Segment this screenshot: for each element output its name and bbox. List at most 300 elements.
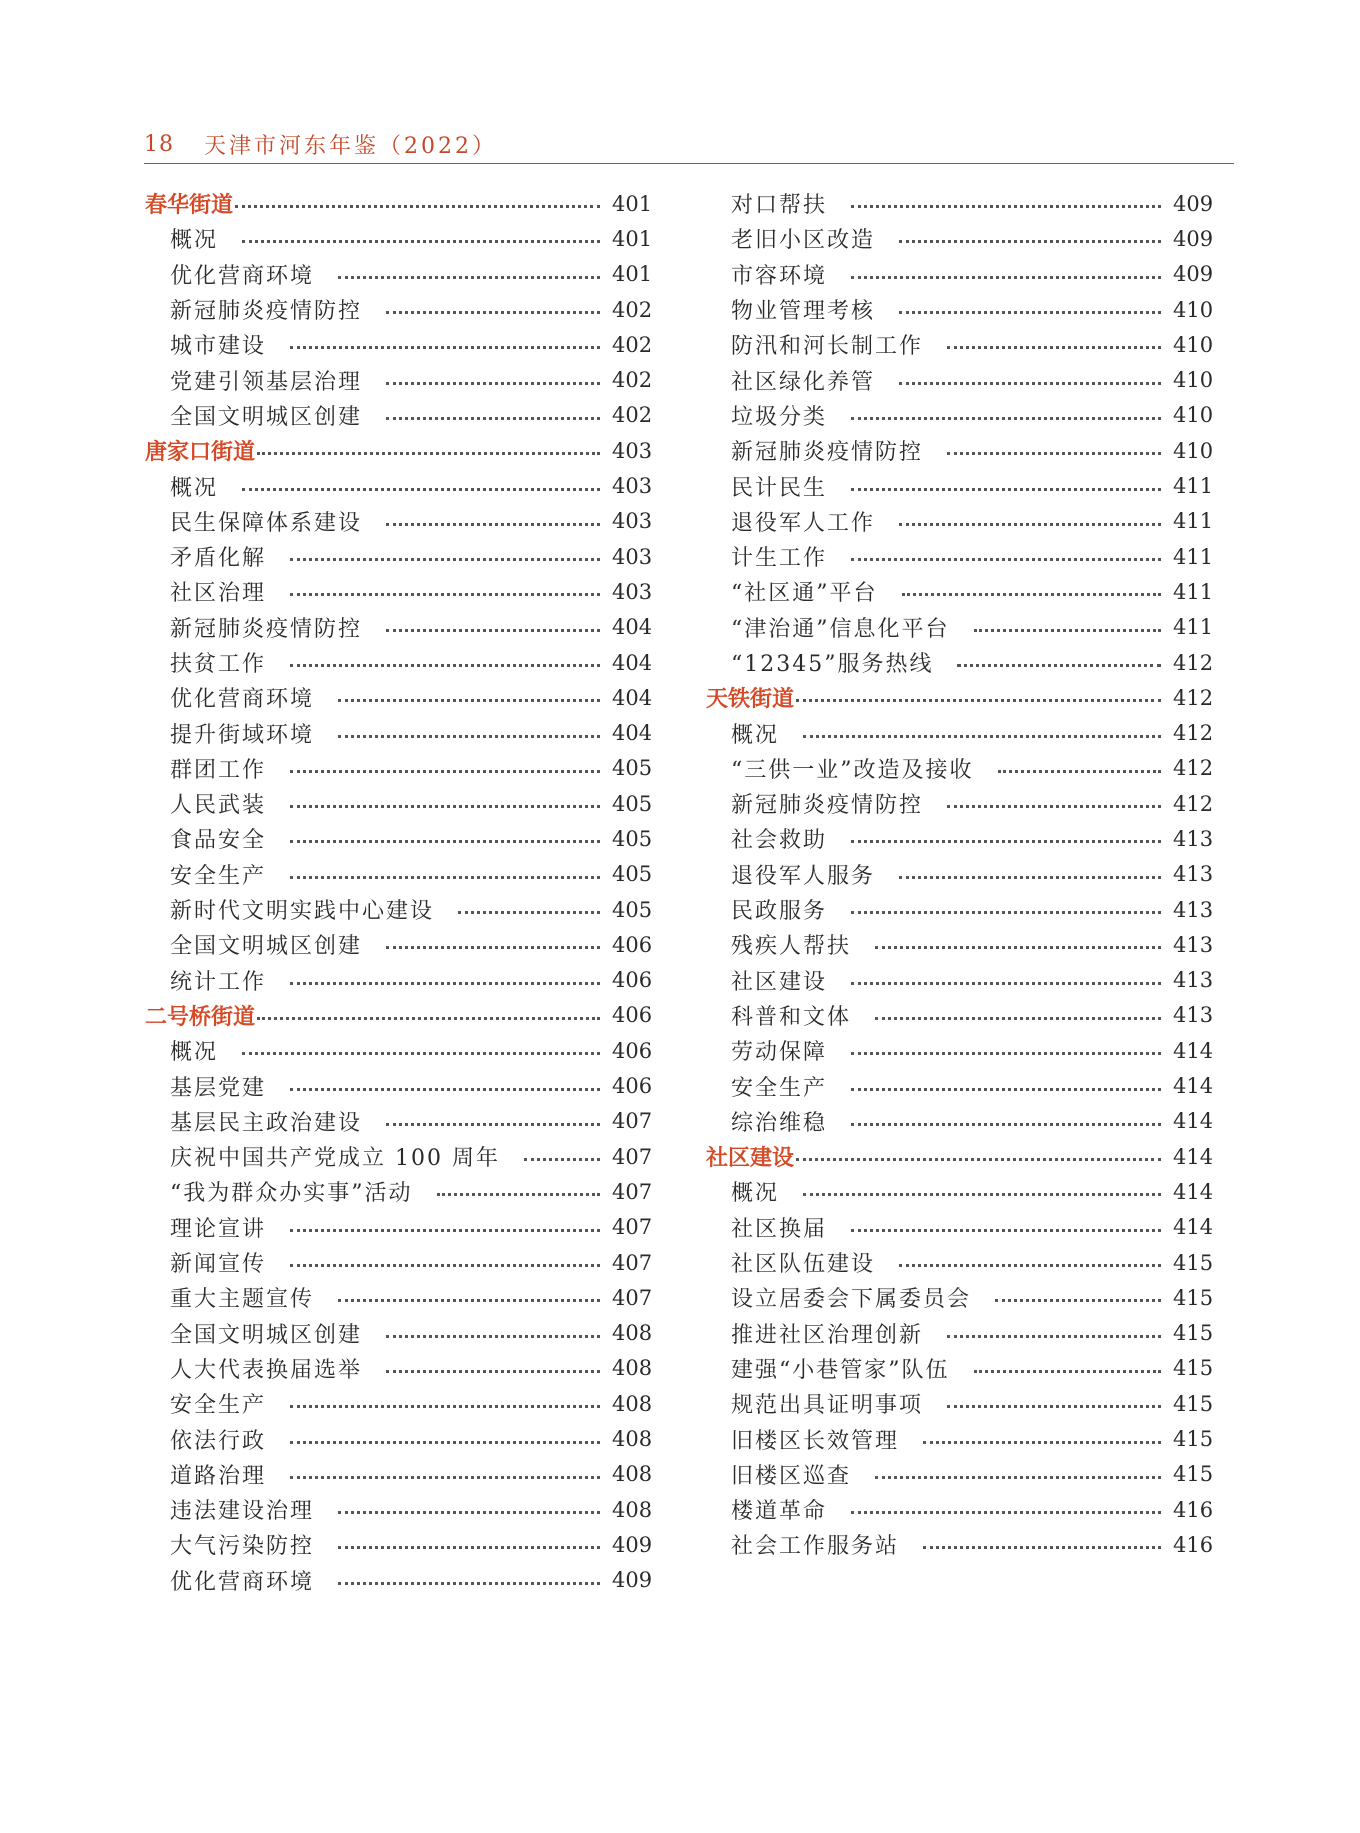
toc-entry[interactable] [706, 292, 1214, 327]
page-ref: 407 [612, 1285, 653, 1310]
entry-title: “我为群众办实事”活动 [170, 1181, 413, 1207]
entry-title: 残疾人帮扶 [731, 934, 852, 960]
toc-entry[interactable] [145, 610, 653, 645]
toc-entry[interactable] [145, 362, 653, 397]
toc-entry[interactable] [145, 398, 653, 433]
toc-entry[interactable] [706, 1386, 1214, 1421]
dot-leader [923, 1546, 1161, 1549]
entry-title: 劳动保障 [731, 1040, 828, 1066]
page-ref: 404 [612, 615, 653, 640]
dot-leader [803, 1193, 1161, 1196]
toc-entry[interactable] [145, 292, 653, 327]
toc-entry[interactable] [706, 468, 1214, 503]
page-ref: 409 [1173, 191, 1214, 216]
dot-leader [257, 1017, 600, 1020]
dot-leader [899, 1264, 1161, 1267]
toc-entry[interactable] [145, 786, 653, 821]
toc-section-entry[interactable] [706, 680, 1214, 715]
toc-section-entry[interactable] [145, 433, 653, 468]
entry-title: 社会救助 [731, 828, 828, 854]
toc-entry[interactable] [706, 1492, 1214, 1527]
toc-entry[interactable] [706, 857, 1214, 892]
toc-entry[interactable] [706, 504, 1214, 539]
entry-title: 社区绿化养管 [731, 369, 876, 395]
dot-leader [947, 805, 1161, 808]
toc-entry[interactable] [145, 221, 653, 256]
entry-title: 建强“小巷管家”队伍 [731, 1357, 950, 1383]
page-ref: 402 [612, 403, 653, 428]
toc-entry[interactable] [145, 1068, 653, 1103]
dot-leader [947, 452, 1161, 455]
entry-title: 城市建设 [170, 334, 267, 360]
toc-entry[interactable] [706, 1245, 1214, 1280]
dot-leader [338, 1582, 600, 1585]
page-ref: 410 [1173, 297, 1214, 322]
entry-title: 对口帮扶 [731, 193, 828, 219]
entry-title: 优化营商环境 [170, 263, 315, 289]
section-title: 社区建设 [706, 1146, 795, 1172]
page-ref: 414 [1173, 1038, 1214, 1063]
toc-entry[interactable] [145, 574, 653, 609]
entry-title: 理论宣讲 [170, 1216, 267, 1242]
toc-entry[interactable] [706, 1527, 1214, 1562]
entry-title: 安全生产 [731, 1075, 828, 1101]
page-ref: 405 [612, 897, 653, 922]
entry-title: 基层党建 [170, 1075, 267, 1101]
page-ref: 406 [612, 1038, 653, 1063]
page-ref: 414 [1173, 1144, 1214, 1169]
toc-entry[interactable] [145, 1492, 653, 1527]
dot-leader [290, 1088, 600, 1091]
entry-title: 全国文明城区创建 [170, 1322, 363, 1348]
entry-title: 全国文明城区创建 [170, 934, 363, 960]
entry-title: 安全生产 [170, 1393, 267, 1419]
toc-entry[interactable] [145, 504, 653, 539]
entry-title: 重大主题宣传 [170, 1287, 315, 1313]
page-ref: 403 [612, 438, 653, 463]
toc-entry[interactable] [145, 892, 653, 927]
dot-leader [338, 1299, 600, 1302]
toc-entry[interactable] [706, 892, 1214, 927]
toc-entry[interactable] [706, 398, 1214, 433]
page-ref: 407 [612, 1250, 653, 1275]
entry-title: 新冠肺炎疫情防控 [170, 616, 363, 642]
page-ref: 415 [1173, 1391, 1214, 1416]
toc-entry[interactable] [706, 257, 1214, 292]
toc-entry[interactable] [706, 327, 1214, 362]
page-ref: 401 [612, 226, 653, 251]
toc-entry[interactable] [145, 1421, 653, 1456]
dot-leader [242, 240, 600, 243]
page-ref: 410 [1173, 368, 1214, 393]
dot-leader [851, 911, 1161, 914]
page-ref: 405 [612, 862, 653, 887]
dot-leader [899, 523, 1161, 526]
page-ref: 411 [1173, 544, 1214, 569]
dot-leader [386, 1123, 600, 1126]
toc-entry[interactable] [706, 1068, 1214, 1103]
dot-leader [386, 1335, 600, 1338]
dot-leader [851, 1088, 1161, 1091]
entry-title: 科普和文体 [731, 1004, 852, 1030]
dot-leader [875, 1476, 1161, 1479]
dot-leader [851, 982, 1161, 985]
toc-entry[interactable] [706, 362, 1214, 397]
toc-entry[interactable] [145, 1104, 653, 1139]
toc-entry[interactable] [145, 1139, 653, 1174]
entry-title: 民计民生 [731, 475, 828, 501]
page-ref: 408 [612, 1462, 653, 1487]
dot-leader [235, 205, 600, 208]
entry-title: 概况 [731, 1181, 780, 1207]
dot-leader [947, 346, 1161, 349]
entry-title: 旧楼区长效管理 [731, 1428, 900, 1454]
page-ref: 412 [1173, 756, 1214, 781]
entry-title: 基层民主政治建设 [170, 1110, 363, 1136]
entry-title: 党建引领基层治理 [170, 369, 363, 395]
page-ref: 408 [612, 1427, 653, 1452]
dot-leader [242, 488, 600, 491]
toc-entry[interactable] [145, 821, 653, 856]
toc-entry[interactable] [145, 715, 653, 750]
entry-title: 优化营商环境 [170, 687, 315, 713]
dot-leader [257, 452, 600, 455]
dot-leader [290, 1441, 600, 1444]
dot-leader [796, 1158, 1161, 1161]
toc-entry[interactable] [706, 1280, 1214, 1315]
toc-entry[interactable] [706, 539, 1214, 574]
entry-title: 新冠肺炎疫情防控 [731, 440, 924, 466]
dot-leader [995, 1299, 1161, 1302]
toc-entry[interactable] [145, 327, 653, 362]
dot-leader [338, 276, 600, 279]
page-ref: 409 [1173, 226, 1214, 251]
page-ref: 408 [612, 1321, 653, 1346]
toc-entry[interactable] [145, 680, 653, 715]
page-ref: 401 [612, 191, 653, 216]
entry-title: 社区队伍建设 [731, 1252, 876, 1278]
toc-entry[interactable] [706, 1174, 1214, 1209]
entry-title: 规范出具证明事项 [731, 1393, 924, 1419]
dot-leader [290, 664, 600, 667]
toc-entry[interactable] [145, 257, 653, 292]
entry-title: 垃圾分类 [731, 404, 828, 430]
toc-entry[interactable] [145, 927, 653, 962]
section-title: 唐家口街道 [145, 440, 256, 466]
page-ref: 414 [1173, 1215, 1214, 1240]
page-ref: 414 [1173, 1074, 1214, 1099]
page-ref: 411 [1173, 474, 1214, 499]
toc-entry[interactable] [706, 1033, 1214, 1068]
dot-leader [290, 805, 600, 808]
toc-entry[interactable] [145, 1457, 653, 1492]
toc-entry[interactable] [706, 998, 1214, 1033]
dot-leader [851, 417, 1161, 420]
toc-entry[interactable] [145, 1033, 653, 1068]
entry-title: 依法行政 [170, 1428, 267, 1454]
dot-leader [796, 699, 1161, 702]
toc-entry[interactable] [706, 610, 1214, 645]
book-title: 天津市河东年鉴（2022） [204, 133, 497, 159]
dot-leader [290, 1476, 600, 1479]
page-ref: 409 [612, 1532, 653, 1557]
section-title: 春华街道 [145, 193, 234, 219]
toc-entry[interactable] [145, 1351, 653, 1386]
dot-leader [851, 1123, 1161, 1126]
toc-entry[interactable] [706, 715, 1214, 750]
toc-entry[interactable] [706, 1351, 1214, 1386]
page-ref: 415 [1173, 1356, 1214, 1381]
page-ref: 406 [612, 1074, 653, 1099]
toc-entry[interactable] [145, 1527, 653, 1562]
page-ref: 401 [612, 262, 653, 287]
toc-entry[interactable] [145, 1563, 653, 1598]
dot-leader [902, 593, 1162, 596]
page-ref: 405 [612, 826, 653, 851]
dot-leader [851, 205, 1161, 208]
page-ref: 412 [1173, 791, 1214, 816]
toc-entry[interactable] [706, 927, 1214, 962]
dot-leader [242, 1052, 600, 1055]
entry-title: 统计工作 [170, 969, 267, 995]
toc-entry[interactable] [706, 186, 1214, 221]
dot-leader [524, 1158, 600, 1161]
toc-entry[interactable] [145, 645, 653, 680]
dot-leader [386, 1370, 600, 1373]
page-ref: 410 [1173, 403, 1214, 428]
dot-leader [899, 876, 1161, 879]
entry-title: 社区换届 [731, 1216, 828, 1242]
entry-title: 民生保障体系建设 [170, 510, 363, 536]
page-ref: 403 [612, 579, 653, 604]
page-ref: 403 [612, 474, 653, 499]
entry-title: 大气污染防控 [170, 1534, 315, 1560]
page-ref: 405 [612, 756, 653, 781]
dot-leader [290, 982, 600, 985]
dot-leader [338, 699, 600, 702]
toc-entry[interactable] [145, 1245, 653, 1280]
entry-title: 食品安全 [170, 828, 267, 854]
entry-title: 违法建设治理 [170, 1499, 315, 1525]
dot-leader [851, 488, 1161, 491]
page-ref: 416 [1173, 1497, 1214, 1522]
toc-section-entry[interactable] [145, 186, 653, 221]
entry-title: 退役军人工作 [731, 510, 876, 536]
dot-leader [974, 1370, 1162, 1373]
page-ref: 415 [1173, 1427, 1214, 1452]
dot-leader [851, 1511, 1161, 1514]
toc-entry[interactable] [706, 1457, 1214, 1492]
toc-entry[interactable] [706, 1210, 1214, 1245]
page-ref: 403 [612, 509, 653, 534]
toc-entry[interactable] [706, 1421, 1214, 1456]
dot-leader [338, 1511, 600, 1514]
toc-column-left [145, 186, 653, 1598]
toc-entry[interactable] [145, 539, 653, 574]
toc-entry[interactable] [706, 751, 1214, 786]
page-ref: 411 [1173, 509, 1214, 534]
toc-entry[interactable] [706, 645, 1214, 680]
toc-entry[interactable] [145, 1280, 653, 1315]
dot-leader [947, 1405, 1161, 1408]
page-ref: 414 [1173, 1179, 1214, 1204]
section-title: 天铁街道 [706, 687, 795, 713]
page-ref: 412 [1173, 685, 1214, 710]
entry-title: 扶贫工作 [170, 652, 267, 677]
entry-title: 计生工作 [731, 546, 828, 572]
dot-leader [458, 911, 600, 914]
entry-title: 新冠肺炎疫情防控 [731, 793, 924, 819]
page-ref: 409 [612, 1568, 653, 1593]
dot-leader [957, 664, 1161, 667]
entry-title: 安全生产 [170, 863, 267, 889]
page-ref: 415 [1173, 1462, 1214, 1487]
entry-title: “津治通”信息化平台 [731, 616, 950, 642]
toc-entry[interactable] [706, 821, 1214, 856]
page-ref: 414 [1173, 1109, 1214, 1134]
entry-title: “12345”服务热线 [731, 652, 934, 677]
dot-leader [338, 1546, 600, 1549]
toc-entry[interactable] [145, 1386, 653, 1421]
dot-leader [998, 770, 1162, 773]
entry-title: 优化营商环境 [170, 1569, 315, 1595]
dot-leader [290, 1229, 600, 1232]
entry-title: “三供一业”改造及接收 [731, 757, 974, 783]
entry-title: 道路治理 [170, 1463, 267, 1489]
dot-leader [923, 1441, 1161, 1444]
entry-title: 新时代文明实践中心建设 [170, 899, 435, 925]
page-ref: 416 [1173, 1532, 1214, 1557]
entry-title: 社会工作服务站 [731, 1534, 900, 1560]
entry-title: 楼道革命 [731, 1499, 828, 1525]
toc-section-entry[interactable] [706, 1139, 1214, 1174]
header-rule [144, 163, 1234, 164]
entry-title: 退役军人服务 [731, 863, 876, 889]
page-ref: 403 [612, 544, 653, 569]
dot-leader [386, 417, 600, 420]
entry-title: 新闻宣传 [170, 1252, 267, 1278]
page-ref: 404 [612, 650, 653, 675]
page-ref: 406 [612, 968, 653, 993]
page-ref: 404 [612, 721, 653, 746]
page-ref: 410 [1173, 438, 1214, 463]
page-ref: 408 [612, 1391, 653, 1416]
page-ref: 415 [1173, 1285, 1214, 1310]
page-number: 18 [144, 131, 174, 157]
page-ref: 409 [1173, 262, 1214, 287]
page-ref: 407 [612, 1109, 653, 1134]
toc-entry[interactable] [706, 1104, 1214, 1139]
dot-leader [290, 876, 600, 879]
dot-leader [290, 558, 600, 561]
toc-entry[interactable] [145, 751, 653, 786]
dot-leader [386, 629, 600, 632]
toc-entry[interactable] [145, 1316, 653, 1351]
dot-leader [851, 276, 1161, 279]
entry-title: 概况 [170, 1040, 219, 1066]
dot-leader [851, 1052, 1161, 1055]
dot-leader [875, 946, 1161, 949]
dot-leader [290, 770, 600, 773]
page-ref: 408 [612, 1497, 653, 1522]
dot-leader [290, 1405, 600, 1408]
page-ref: 413 [1173, 1003, 1214, 1028]
dot-leader [338, 735, 600, 738]
page-ref: 413 [1173, 826, 1214, 851]
page-ref: 406 [612, 1003, 653, 1028]
page-ref: 412 [1173, 650, 1214, 675]
dot-leader [875, 1017, 1161, 1020]
dot-leader [851, 840, 1161, 843]
dot-leader [290, 593, 600, 596]
page-ref: 413 [1173, 897, 1214, 922]
dot-leader [386, 946, 600, 949]
toc-entry[interactable] [706, 1316, 1214, 1351]
entry-title: 人民武装 [170, 793, 267, 819]
dot-leader [386, 311, 600, 314]
entry-title: 推进社区治理创新 [731, 1322, 924, 1348]
dot-leader [899, 311, 1161, 314]
entry-title: 旧楼区巡查 [731, 1463, 852, 1489]
toc-entry[interactable] [145, 1210, 653, 1245]
dot-leader [803, 735, 1161, 738]
entry-title: 概况 [170, 475, 219, 501]
toc-entry[interactable] [706, 786, 1214, 821]
page-ref: 407 [612, 1215, 653, 1240]
entry-title: 综治维稳 [731, 1110, 828, 1136]
dot-leader [947, 1335, 1161, 1338]
entry-title: 防汛和河长制工作 [731, 334, 924, 360]
page-ref: 411 [1173, 579, 1214, 604]
toc-entry[interactable] [706, 963, 1214, 998]
dot-leader [290, 346, 600, 349]
dot-leader [437, 1193, 601, 1196]
entry-title: 概况 [731, 722, 780, 748]
dot-leader [386, 382, 600, 385]
page-ref: 415 [1173, 1250, 1214, 1275]
page-ref: 407 [612, 1179, 653, 1204]
toc-entry[interactable] [145, 468, 653, 503]
toc-section-entry[interactable] [145, 998, 653, 1033]
page-ref: 413 [1173, 932, 1214, 957]
page-ref: 411 [1173, 615, 1214, 640]
dot-leader [290, 840, 600, 843]
page-header [144, 126, 1234, 162]
dot-leader [851, 1229, 1161, 1232]
toc-entry[interactable] [145, 1174, 653, 1209]
dot-leader [386, 523, 600, 526]
dot-leader [899, 382, 1161, 385]
page-ref: 402 [612, 368, 653, 393]
entry-title: 社区治理 [170, 581, 267, 607]
dot-leader [974, 629, 1162, 632]
page-ref: 413 [1173, 968, 1214, 993]
toc-entry[interactable] [706, 221, 1214, 256]
toc-entry[interactable] [145, 963, 653, 998]
entry-title: 全国文明城区创建 [170, 404, 363, 430]
toc-entry[interactable] [706, 433, 1214, 468]
page-ref: 415 [1173, 1321, 1214, 1346]
entry-title: 物业管理考核 [731, 299, 876, 325]
toc-entry[interactable] [145, 857, 653, 892]
toc-entry[interactable] [706, 574, 1214, 609]
page-ref: 406 [612, 932, 653, 957]
page-ref: 404 [612, 685, 653, 710]
page-ref: 402 [612, 332, 653, 357]
entry-title: 设立居委会下属委员会 [731, 1287, 972, 1313]
entry-title: 庆祝中国共产党成立 100 周年 [170, 1146, 500, 1172]
entry-title: 老旧小区改造 [731, 228, 876, 254]
